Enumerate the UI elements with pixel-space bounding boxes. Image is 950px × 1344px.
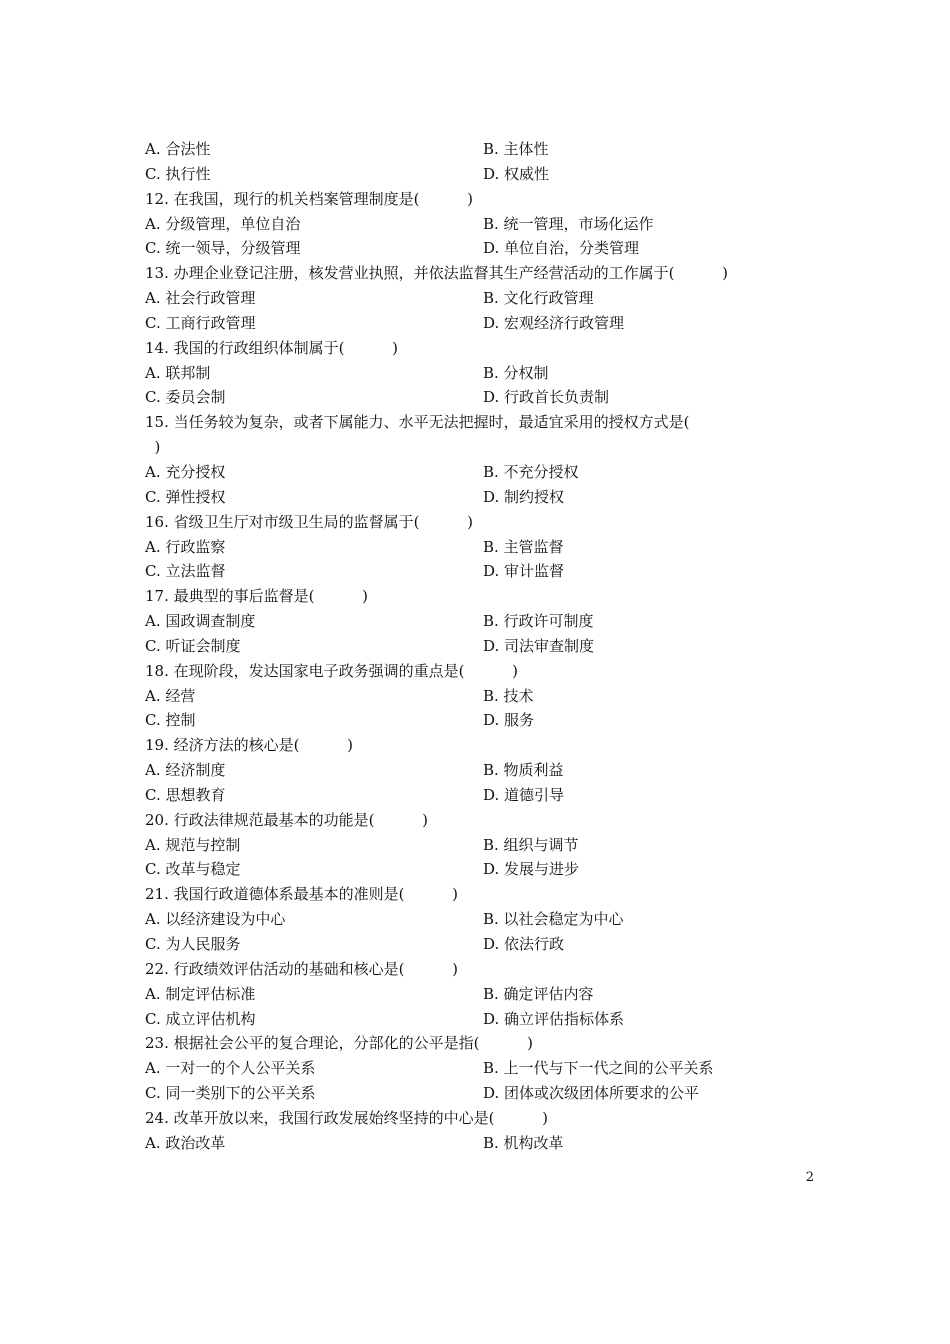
option-row <box>145 286 795 311</box>
option-row <box>145 137 795 162</box>
option-left: C. 同一类别下的公平关系 <box>145 1084 316 1103</box>
option-right: D. 行政首长负责制 <box>483 388 610 407</box>
option-row <box>145 535 795 560</box>
question-stem: 21. 我国行政道德体系最基本的准则是( ) <box>145 885 459 904</box>
option-left: C. 思想教育 <box>145 785 226 804</box>
option-right: B. 以社会稳定为中心 <box>483 910 624 929</box>
option-left: C. 改革与稳定 <box>145 860 241 879</box>
option-row <box>145 932 795 957</box>
option-row <box>145 311 795 336</box>
option-left: A. 社会行政管理 <box>145 289 256 308</box>
option-right: B. 不充分授权 <box>483 462 579 481</box>
question-stem: 17. 最典型的事后监督是( ) <box>145 587 369 606</box>
option-left: C. 听证会制度 <box>145 636 241 655</box>
option-row <box>145 236 795 261</box>
option-left: A. 合法性 <box>145 140 211 158</box>
option-row <box>145 485 795 510</box>
option-left: A. 联邦制 <box>145 363 211 382</box>
option-row <box>145 857 795 882</box>
question-stem: 13. 办理企业登记注册，核发营业执照，并依法监督其生产经营活动的工作属于( ) <box>145 264 729 283</box>
option-right: B. 行政许可制度 <box>483 612 594 631</box>
option-row <box>145 907 795 932</box>
question-stem: 16. 省级卫生厅对市级卫生局的监督属于( ) <box>145 512 474 531</box>
option-left: C. 立法监督 <box>145 562 226 581</box>
question-stem: 24. 改革开放以来，我国行政发展始终坚持的中心是( ) <box>145 1108 549 1127</box>
option-row <box>145 460 795 485</box>
option-left: A. 充分授权 <box>145 462 226 481</box>
option-right: B. 主管监督 <box>483 537 564 556</box>
option-right: B. 文化行政管理 <box>483 289 594 308</box>
option-right: B. 确定评估内容 <box>483 984 594 1003</box>
option-row <box>145 982 795 1007</box>
option-row <box>145 212 795 237</box>
option-right: D. 司法审查制度 <box>483 636 595 655</box>
option-left: C. 工商行政管理 <box>145 313 256 332</box>
option-left: C. 统一领导，分级管理 <box>145 239 301 258</box>
question-stem: 14. 我国的行政组织体制属于( ) <box>145 338 399 357</box>
option-left: C. 弹性授权 <box>145 487 226 506</box>
option-left: C. 控制 <box>145 711 196 730</box>
option-left: C. 为人民服务 <box>145 935 241 953</box>
option-left: A. 分级管理，单位自治 <box>145 214 301 233</box>
question-stem: 20. 行政法律规范最基本的功能是( ) <box>145 810 429 829</box>
option-right: D. 权威性 <box>483 164 550 183</box>
option-right: D. 制约授权 <box>483 487 565 506</box>
option-left: A. 国政调查制度 <box>145 612 256 631</box>
option-right: B. 上一代与下一代之间的公平关系 <box>483 1059 714 1078</box>
question-stem: 23. 根据社会公平的复合理论，分部化的公平是指( ) <box>145 1034 534 1053</box>
option-row <box>145 634 795 659</box>
option-right: D. 发展与进步 <box>483 860 580 879</box>
option-left: C. 成立评估机构 <box>145 1009 256 1028</box>
question-stem: 12. 在我国，现行的机关档案管理制度是( ) <box>145 189 474 208</box>
option-row <box>145 684 795 709</box>
option-right: B. 技术 <box>483 686 534 705</box>
option-left: C. 执行性 <box>145 164 211 183</box>
option-right: D. 道德引导 <box>483 785 565 804</box>
option-right: D. 审计监督 <box>483 562 565 581</box>
option-left: A. 经济制度 <box>145 761 226 780</box>
page-number: 2 <box>805 1170 814 1185</box>
option-left: A. 以经济建设为中心 <box>145 910 286 929</box>
option-right: B. 分权制 <box>483 363 549 382</box>
option-right: D. 团体或次级团体所要求的公平 <box>483 1084 700 1103</box>
option-right: D. 单位自治，分类管理 <box>483 239 640 258</box>
option-row <box>145 1081 795 1106</box>
option-right: D. 服务 <box>483 711 535 730</box>
option-row <box>145 1131 795 1156</box>
option-right: B. 统一管理，市场化运作 <box>483 214 654 233</box>
question-list <box>145 137 795 1156</box>
option-right: B. 主体性 <box>483 140 549 158</box>
option-right: D. 依法行政 <box>483 935 565 953</box>
question-stem: 22. 行政绩效评估活动的基础和核心是( ) <box>145 959 459 978</box>
option-row <box>145 783 795 808</box>
option-row <box>145 833 795 858</box>
option-row <box>145 162 795 187</box>
option-right: D. 宏观经济行政管理 <box>483 313 625 332</box>
option-row <box>145 1007 795 1032</box>
question-stem-continuation: ) <box>145 438 161 457</box>
question-stem: 18. 在现阶段，发达国家电子政务强调的重点是( ) <box>145 661 519 680</box>
option-left: A. 政治改革 <box>145 1133 226 1152</box>
question-stem: 15. 当任务较为复杂，或者下属能力、水平无法把握时，最适宜采用的授权方式是( <box>145 413 690 432</box>
option-row <box>145 559 795 584</box>
option-left: A. 制定评估标准 <box>145 984 256 1003</box>
option-left: C. 委员会制 <box>145 388 226 407</box>
option-right: B. 物质利益 <box>483 761 564 780</box>
option-right: B. 机构改革 <box>483 1133 564 1152</box>
option-row <box>145 609 795 634</box>
option-row <box>145 1056 795 1081</box>
option-row <box>145 385 795 410</box>
option-left: A. 行政监察 <box>145 537 226 556</box>
option-left: A. 一对一的个人公平关系 <box>145 1059 316 1078</box>
option-row <box>145 708 795 733</box>
option-row <box>145 361 795 386</box>
option-row <box>145 758 795 783</box>
option-left: A. 经营 <box>145 686 196 705</box>
question-stem: 19. 经济方法的核心是( ) <box>145 736 354 755</box>
option-right: D. 确立评估指标体系 <box>483 1009 625 1028</box>
option-left: A. 规范与控制 <box>145 835 241 854</box>
option-right: B. 组织与调节 <box>483 835 579 854</box>
